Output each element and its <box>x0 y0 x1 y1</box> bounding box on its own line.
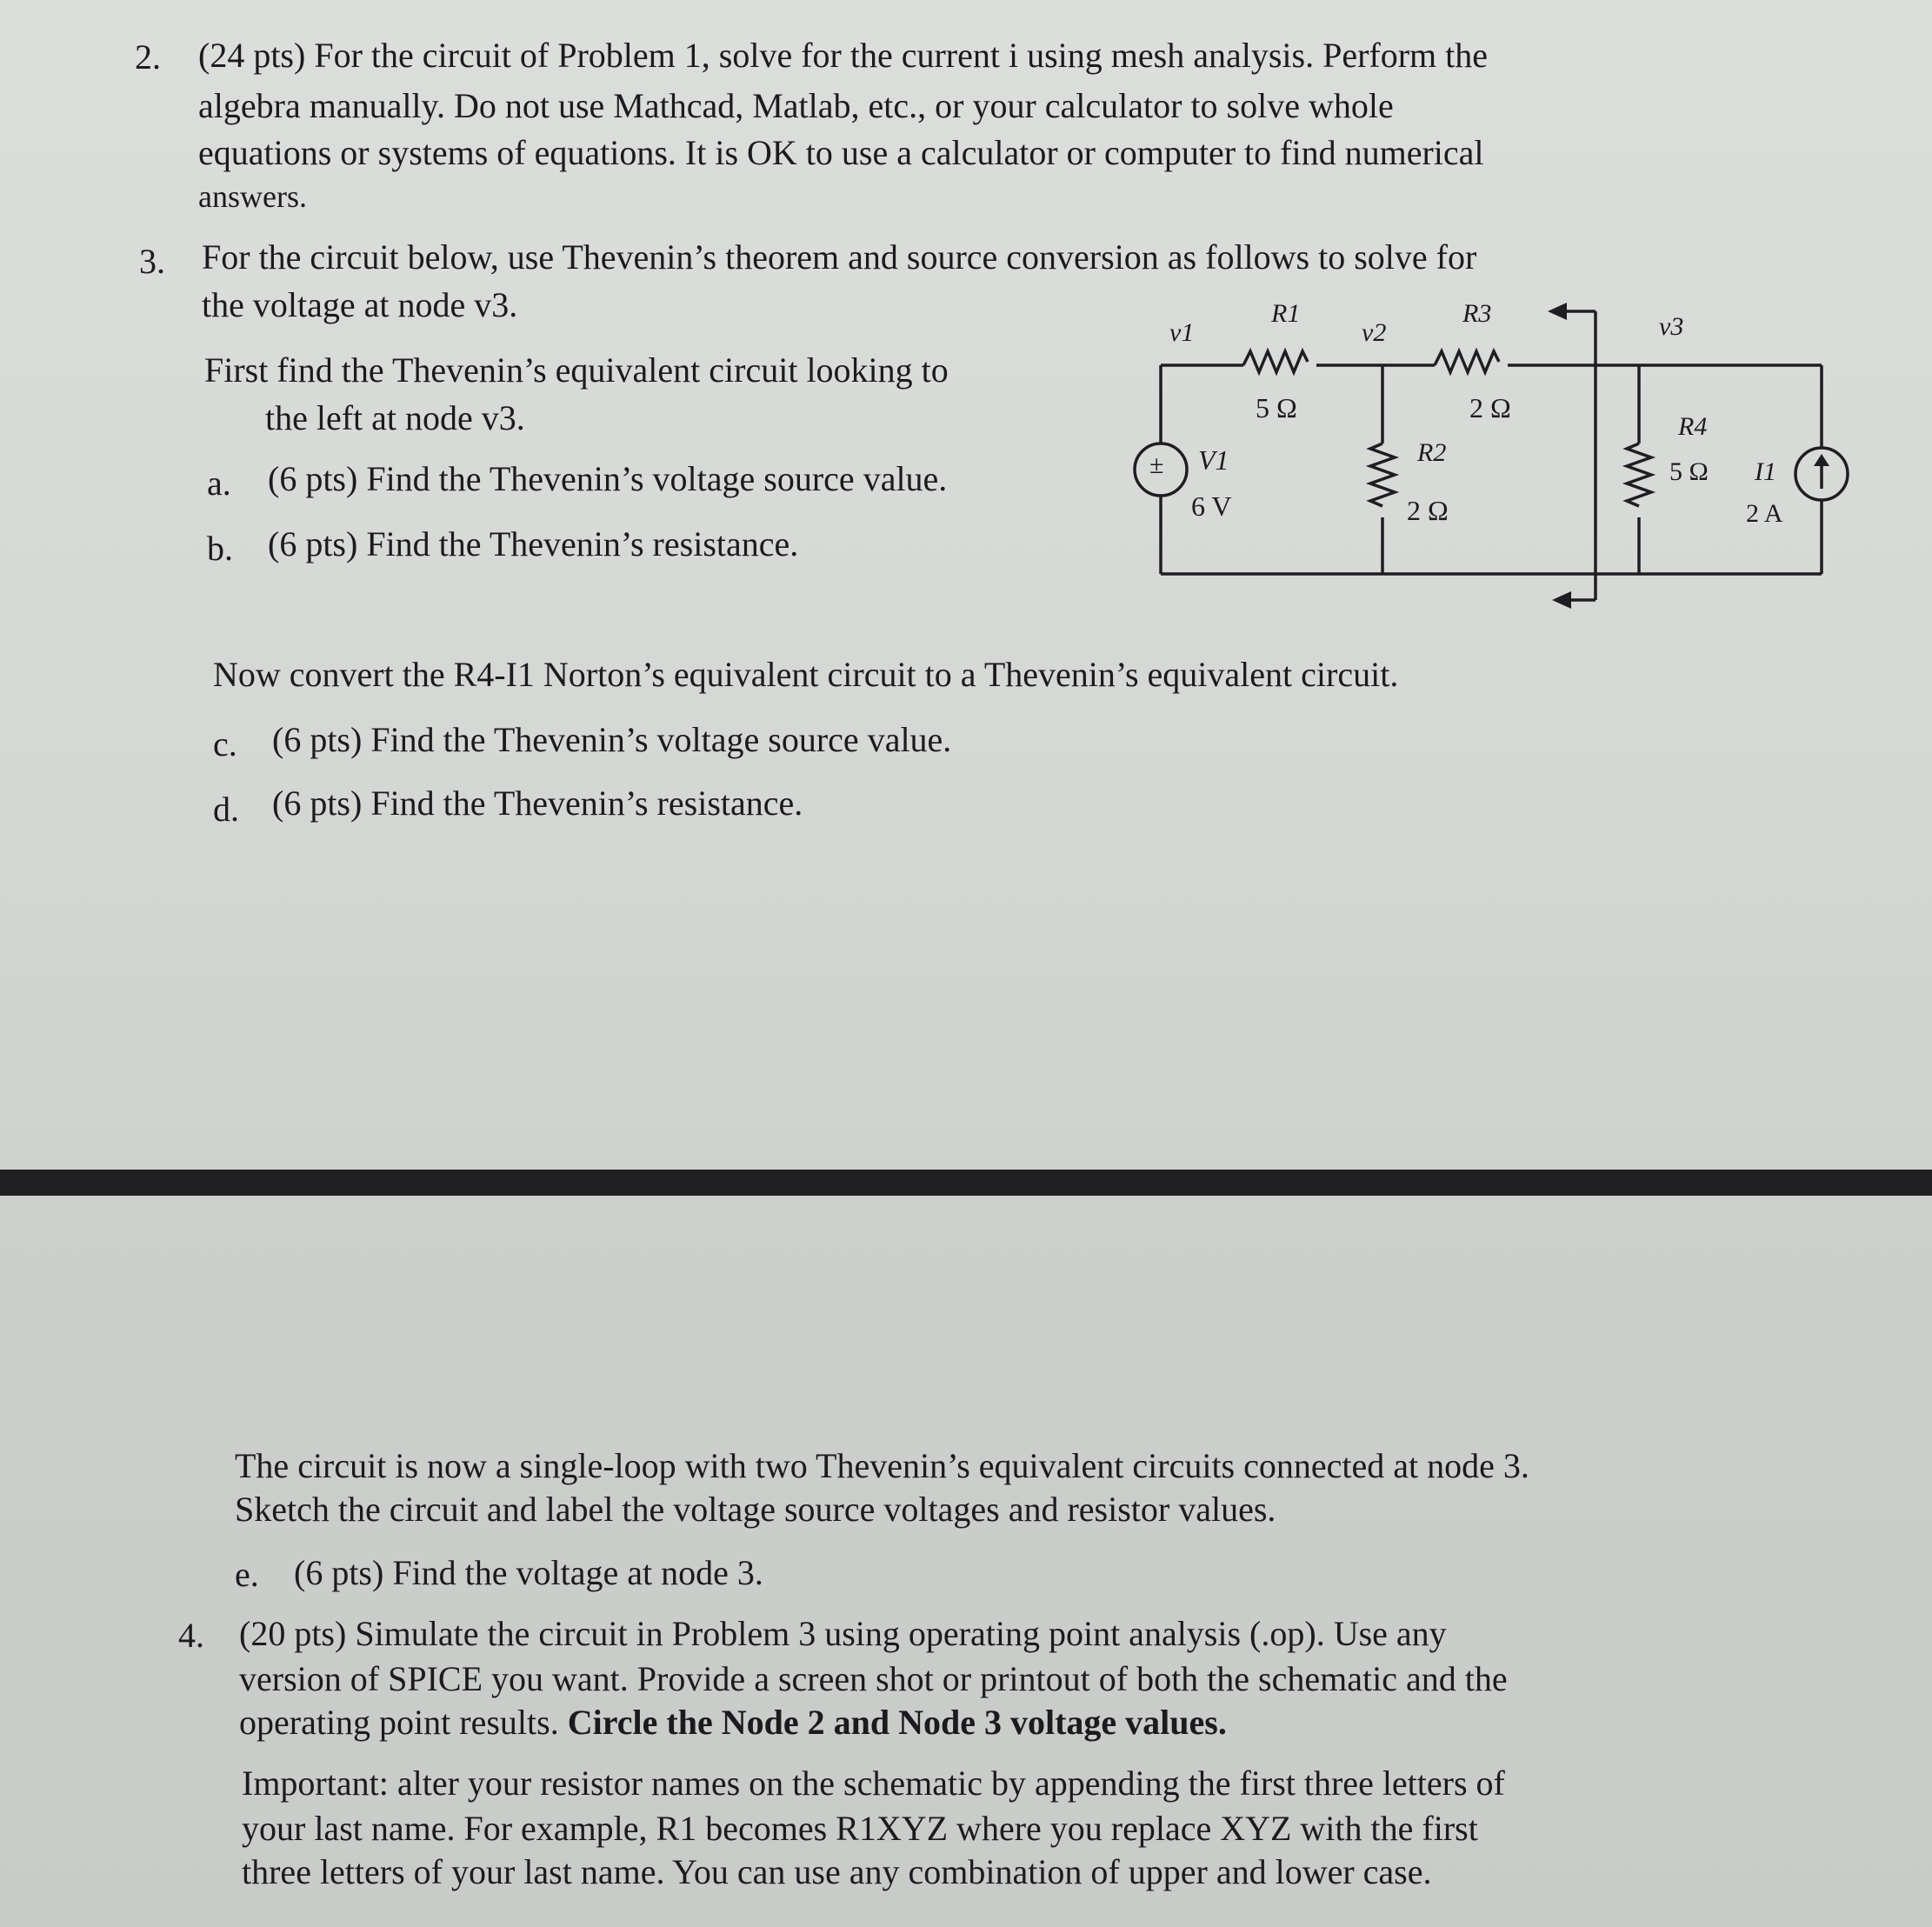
problem-2-line-4: answers. <box>198 179 307 214</box>
important-line-1: Important: alter your resistor names on the schematic by appending the first three letters of <box>242 1764 1505 1803</box>
problem-2-line-3: equations or systems of equations. It is OK to use a calculator or computer to find numerical <box>198 133 1484 172</box>
node-v3-label: v3 <box>1659 312 1684 341</box>
problem-4-line-3-bold: Circle the Node 2 and Node 3 voltage values. <box>567 1703 1227 1742</box>
circuit-diagram <box>1104 287 1869 617</box>
part-c-text: (6 pts) Find the Thevenin’s voltage source value. <box>272 720 952 759</box>
r4-label: R4 <box>1678 412 1708 441</box>
r3-resistor-symbol <box>1435 351 1499 372</box>
r1-label: R1 <box>1271 299 1301 328</box>
problem-4-number: 4. <box>178 1616 204 1655</box>
v1-label: V1 <box>1198 444 1229 476</box>
problem-4-line-1: (20 pts) Simulate the circuit in Problem 3 using operating point analysis (.op). Use any <box>239 1614 1447 1653</box>
problem-3-number: 3. <box>139 242 165 281</box>
i1-arrow-head-icon <box>1814 454 1829 466</box>
node-v1-label: v1 <box>1169 318 1195 347</box>
first-find-line-2: the left at node v3. <box>265 398 525 437</box>
r2-label: R2 <box>1417 438 1447 467</box>
r3-label: R3 <box>1462 299 1492 328</box>
part-a-text: (6 pts) Find the Thevenin’s voltage source value. <box>268 459 948 498</box>
i1-value: 2 A <box>1746 499 1783 528</box>
cut-arrow-bottom-head-icon <box>1552 591 1571 609</box>
part-d-text: (6 pts) Find the Thevenin’s resistance. <box>272 783 803 823</box>
problem-2-line-1: (24 pts) For the circuit of Problem 1, solve for the current i using mesh analysis. Perform the <box>198 36 1489 75</box>
r3-value: 2 Ω <box>1469 392 1511 423</box>
page-divider <box>0 1170 1932 1196</box>
i1-label: I1 <box>1755 457 1776 486</box>
part-c-label: c. <box>213 724 237 763</box>
part-a-label: a. <box>207 463 231 503</box>
first-find-line-1: First find the Thevenin’s equivalent circuit looking to <box>204 350 949 390</box>
r2-resistor-symbol <box>1370 443 1395 506</box>
cut-arrow-top-head-icon <box>1548 303 1567 320</box>
single-loop-line-1: The circuit is now a single-loop with two Thevenin’s equivalent circuits connected at node 3. <box>235 1446 1529 1485</box>
part-d-label: d. <box>213 790 239 829</box>
r2-value: 2 Ω <box>1407 495 1449 526</box>
important-line-3: three letters of your last name. You can use any combination of upper and lower case. <box>242 1852 1432 1891</box>
part-b-label: b. <box>207 529 233 568</box>
problem-3-intro-line-1: For the circuit below, use Thevenin’s theorem and source conversion as follows to solve for <box>202 237 1477 277</box>
v1-plus-icon: ± <box>1149 450 1164 479</box>
problem-2-line-2: algebra manually. Do not use Mathcad, Matlab, etc., or your calculator to solve whole <box>198 86 1394 125</box>
part-b-text: (6 pts) Find the Thevenin’s resistance. <box>268 524 799 563</box>
problem-4-line-3-plain: operating point results. <box>239 1703 559 1742</box>
problem-4-line-2: version of SPICE you want. Provide a screen shot or printout of both the schematic and the <box>239 1659 1508 1698</box>
node-v2-label: v2 <box>1362 318 1387 347</box>
part-e-label: e. <box>235 1555 259 1594</box>
r4-resistor-symbol <box>1627 443 1651 506</box>
important-line-2: your last name. For example, R1 becomes R1XYZ where you replace XYZ with the first <box>242 1809 1478 1848</box>
r1-value: 5 Ω <box>1256 392 1297 423</box>
problem-4-line-3 <box>239 1700 1227 1745</box>
problem-3-intro-line-2: the voltage at node v3. <box>202 285 518 324</box>
convert-line: Now convert the R4-I1 Norton’s equivalent circuit to a Thevenin’s equivalent circuit. <box>213 655 1399 694</box>
r1-resistor-symbol <box>1243 351 1308 372</box>
r4-value: 5 Ω <box>1669 457 1709 486</box>
problem-2-number: 2. <box>135 37 161 77</box>
part-e-text: (6 pts) Find the voltage at node 3. <box>294 1553 763 1592</box>
single-loop-line-2: Sketch the circuit and label the voltage source voltages and resistor values. <box>235 1490 1276 1529</box>
v1-value: 6 V <box>1191 490 1232 522</box>
